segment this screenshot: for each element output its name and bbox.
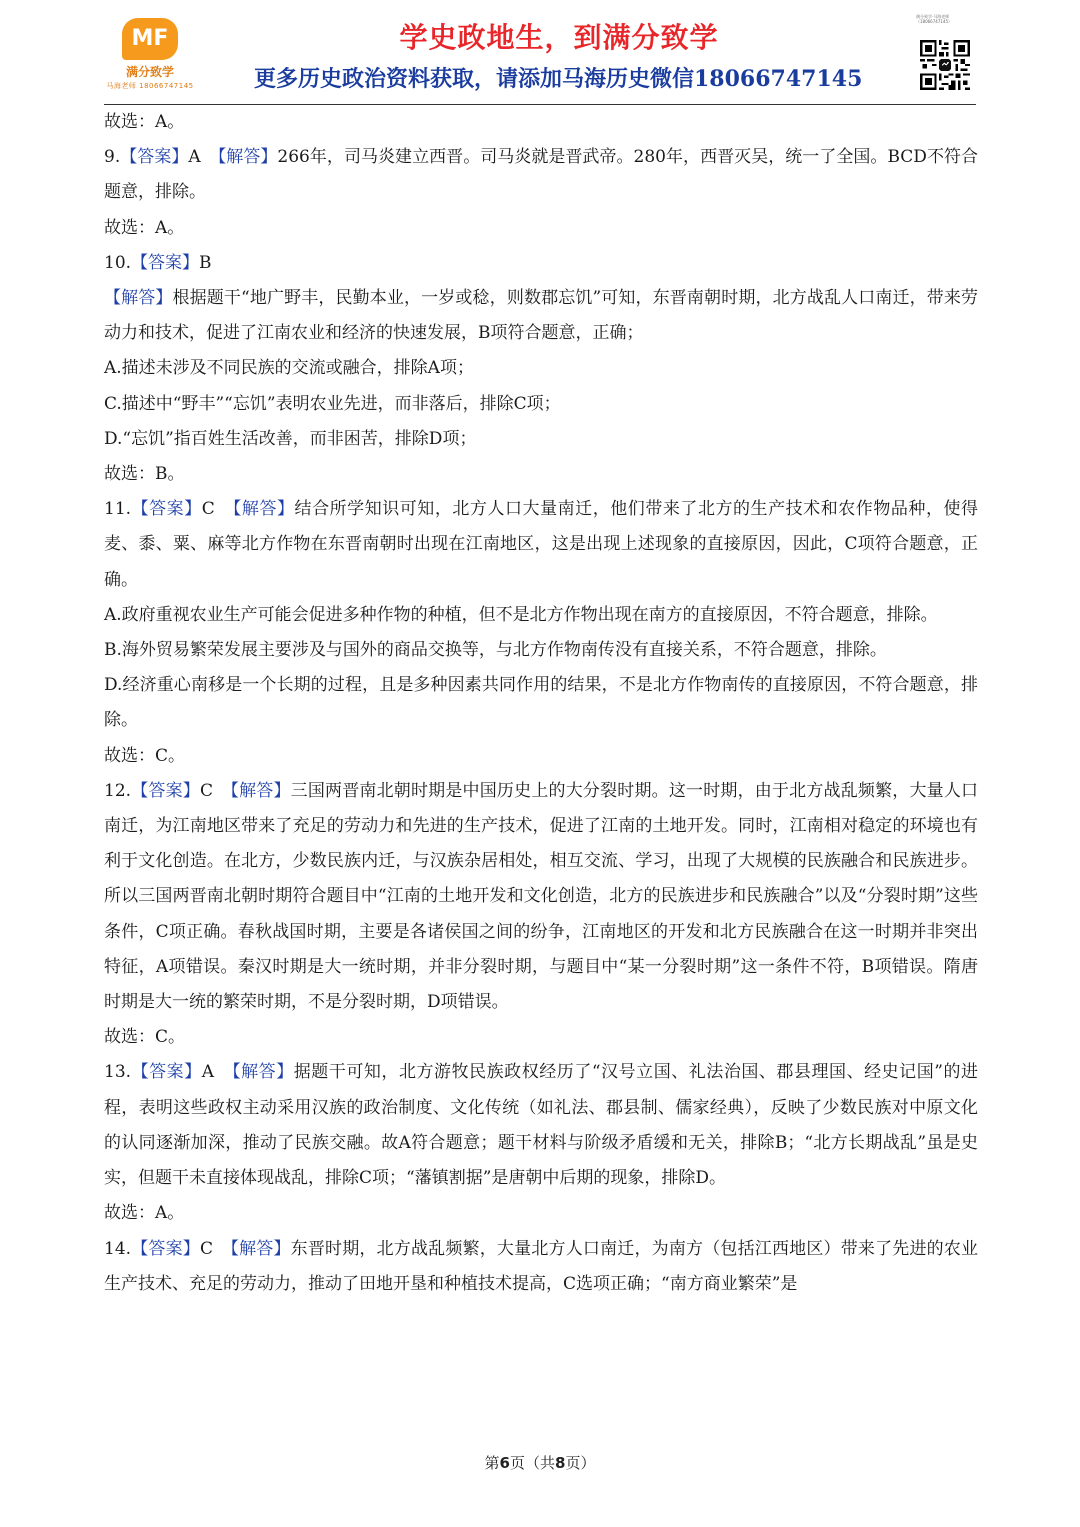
logo-mark: MF [122,18,178,60]
qr-caption: 满分致学·马海老师（18066747145） [916,14,952,24]
question-number: 13. [104,1062,132,1083]
question-10-analysis [104,281,978,351]
footer-prefix: 第 [484,1454,500,1472]
conclusion-line: 故选：A。 [104,112,185,132]
conclusion-line: 故选：A。 [104,1203,185,1224]
analysis-text: 据题干可知，北方游牧民族政权经历了“汉号立国、礼法治国、郡县理国、经史记国”的进程，表明这些政权主动采用汉族的政治制度、文化传统（如礼法、郡县制、儒家经典），反映了少数民族对中原文化的认同逐渐加深，推动了民族交融。故A符合题意；题干材料与阶级矛盾缓和无关，排除B；“北方长期战乱”虽是史实，但题干未直接体现战乱，排除C项；“藩镇割据”是唐朝中后期的现象，排除D。 [104,1062,979,1189]
option-d-note: D.经济重心南移是一个长期的过程，且是多种因素共同作用的结果，不是北方作物南传的直接原因，不符合题意，排除。 [104,675,978,731]
answer-letter: B [199,252,212,273]
analysis-label: 【解答】 [230,1238,291,1259]
answer-label: 【答案】 [131,499,202,520]
conclusion-line: 故选：B。 [104,464,185,485]
conclusion-line: 故选：C。 [104,745,186,766]
conclusion-line: 故选：A。 [104,217,185,238]
analysis-text: 东晋时期，北方战乱频繁，大量北方人口南迁，为南方（包括江西地区）带来了先进的农业生产技术、充足的劳动力，推动了田地开垦和种植技术提高，C选项正确；“南方商业繁荣”是 [104,1238,979,1294]
footer-suffix: 页） [565,1454,596,1472]
question-13 [104,1055,978,1196]
question-number: 14. [104,1238,132,1259]
question-number: 9. [104,147,121,168]
question-11 [104,492,978,598]
question-9 [104,140,978,210]
page-total: 8 [555,1454,566,1472]
question-10 [104,246,978,281]
answer-label: 【答案】 [131,1238,200,1259]
answer-label: 【答案】 [131,1062,202,1083]
answer-letter: C [201,499,215,520]
answer-letter: C [200,780,214,801]
option-d-note: D.“忘饥”指百姓生活改善，而非困苦，排除D项； [104,428,477,449]
brand-logo [104,18,196,102]
analysis-text: 266年，司马炎建立西晋。司马炎就是晋武帝。280年，西晋灭吴，统一了全国。BCD不符合题意，排除。 [104,147,979,203]
answer-letter: A [188,147,201,168]
answer-content [104,105,978,1302]
question-number: 10. [104,252,132,273]
analysis-label: 【解答】 [232,499,295,520]
logo-subtitle: 马海老师 18066747145 [106,82,194,90]
question-12 [104,774,978,1020]
analysis-label: 【解答】 [230,780,291,801]
qr-block [916,14,976,100]
analysis-label: 【解答】 [217,147,278,168]
answer-letter: C [200,1238,214,1259]
analysis-label: 【解答】 [232,1062,294,1083]
footer-middle: 页（共 [509,1454,555,1472]
page-header [104,12,976,102]
analysis-text: 根据题干“地广野丰，民勤本业，一岁或稔，则数郡忘饥”可知，东晋南朝时期，北方战乱人口南迁，带来劳动力和技术，促进了江南农业和经济的快速发展，B项符合题意，正确； [104,288,979,344]
option-a-note: A.描述未涉及不同民族的交流或融合，排除A项； [104,358,474,379]
option-a-note: A.政府重视农业生产可能会促进多种作物的种植，但不是北方作物出现在南方的直接原因，不符合题意，排除。 [104,604,938,625]
answer-letter: A [201,1062,215,1083]
logo-name: 满分致学 [125,65,174,79]
option-b-note: B.海外贸易繁荣发展主要涉及与国外的商品交换等，与北方作物南传没有直接关系，不符合题意，排除。 [104,640,887,661]
header-contact: 更多历史政治资料获取，请添加马海历史微信18066747145 [254,66,863,92]
qr-code-icon [920,40,970,90]
page-number: 6 [499,1454,510,1472]
page-footer [0,1452,1080,1473]
analysis-label: 【解答】 [104,288,173,309]
analysis-text: 结合所学知识可知，北方人口大量南迁，他们带来了北方的生产技术和农作物品种，使得麦、黍、粟、麻等北方作物在东晋南朝时出现在江南地区，这是出现上述现象的直接原因，因此，C项符合题意，正确。 [104,499,979,590]
analysis-text: 三国两晋南北朝时期是中国历史上的大分裂时期。这一时期，由于北方战乱频繁，大量人口南迁，为江南地区带来了充足的劳动力和先进的生产技术，促进了江南的土地开发。同时，江南相对稳定的环境也有利于文化创造。在北方，少数民族内迁，与汉族杂居相处，相互交流、学习，出现了大规模的民族融合和民族进步。所以三国两晋南北朝时期符合题目中“江南的土地开发和文化创造，北方的民族进步和民族融合”以及“分裂时期”这些条件，C项正确。春秋战国时期，主要是各诸侯国之间的纷争，江南地区的开发和北方民族融合在这一时期并非突出特征，A项错误。秦汉时期是大一统时期，并非分裂时期，与题目中“某一分裂时期”这一条件不符，B项错误。隋唐时期是大一统的繁荣时期，不是分裂时期，D项错误。 [104,780,979,1013]
answer-label: 【答案】 [131,252,200,273]
answer-label: 【答案】 [120,147,189,168]
question-number: 12. [104,780,132,801]
answer-label: 【答案】 [131,780,200,801]
question-number: 11. [104,499,132,520]
conclusion-line: 故选：C。 [104,1027,186,1048]
question-14 [104,1232,978,1302]
header-slogan: 学史政地生，到满分致学 [399,21,719,54]
option-c-note: C.描述中“野丰”“忘饥”表明农业先进，而非落后，排除C项； [104,393,561,414]
